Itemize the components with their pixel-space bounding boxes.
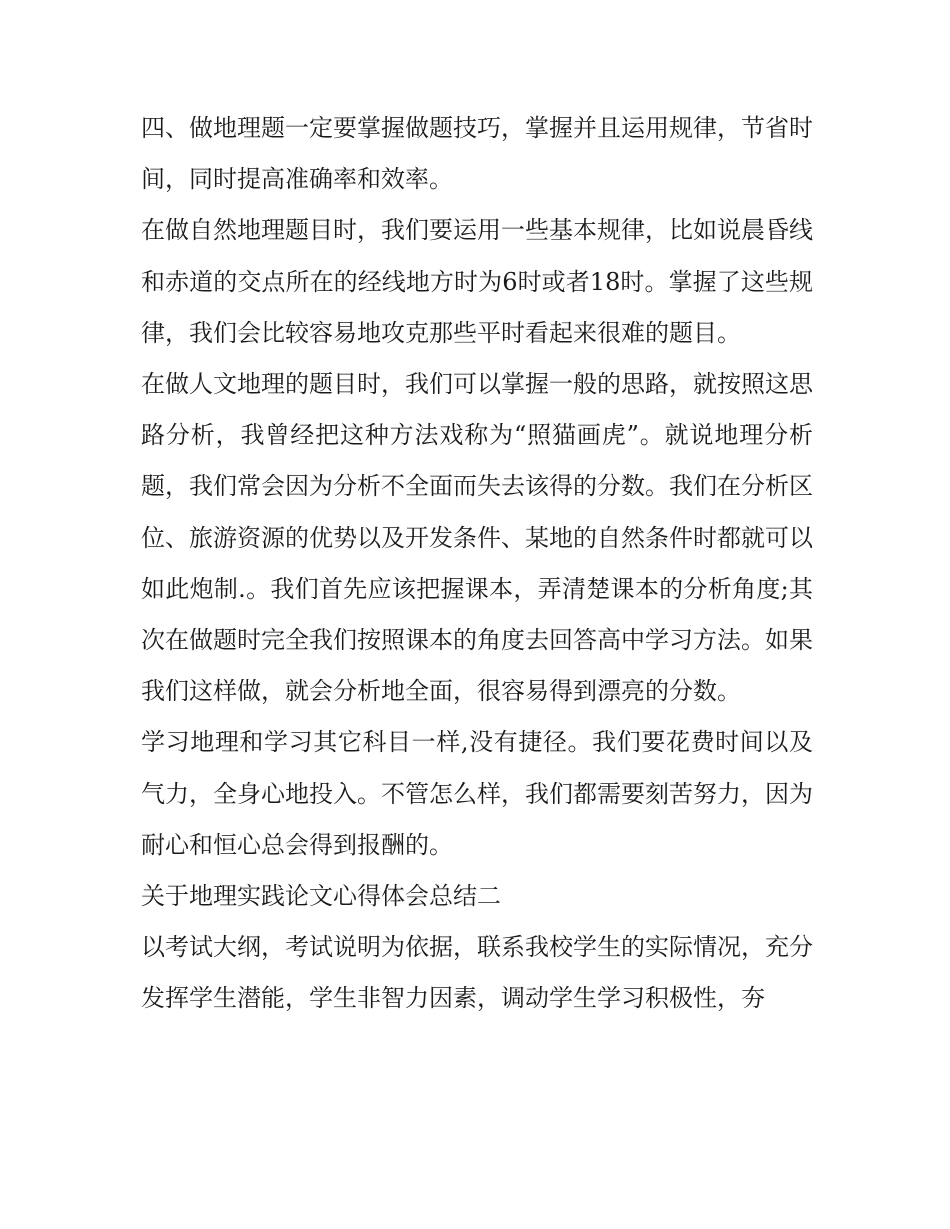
section-heading: 关于地理实践论文心得体会总结二	[141, 882, 501, 911]
document-body	[141, 103, 813, 1025]
paragraph-no-shortcut: 学习地理和学习其它科目一样,没有捷径。我们要花费时间以及气力，全身心地投入。不管怎么样，我们都需要刻苦努力，因为耐心和恒心总会得到报酬的。	[141, 728, 813, 859]
paragraph-human-geography: 在做人文地理的题目时，我们可以掌握一般的思路，就按照这思路分析，我曾经把这种方法戏称为“照猫画虎”。就说地理分析题，我们常会因为分析不全面而失去该得的分数。我们在分析区位、旅游资源的优势以及开发条件、某地的自然条件时都就可以如此炮制.。我们首先应该把握课本，弄清楚课本的分析角度;其次在做题时完全我们按照课本的角度去回答高中学习方法。如果我们这样做，就会分析地全面，很容易得到漂亮的分数。	[141, 370, 813, 706]
paragraph-technique-intro: 四、做地理题一定要掌握做题技巧，掌握并且运用规律，节省时间，同时提高准确率和效率。	[141, 114, 813, 194]
paragraph-exam-outline: 以考试大纲，考试说明为依据，联系我校学生的实际情况，充分发挥学生潜能，学生非智力因素，调动学生学习积极性，夯	[141, 933, 813, 1013]
paragraph-physical-geography: 在做自然地理题目时，我们要运用一些基本规律，比如说晨昏线和赤道的交点所在的经线地方时为6时或者18时。掌握了这些规律，我们会比较容易地攻克那些平时看起来很难的题目。	[141, 216, 813, 347]
